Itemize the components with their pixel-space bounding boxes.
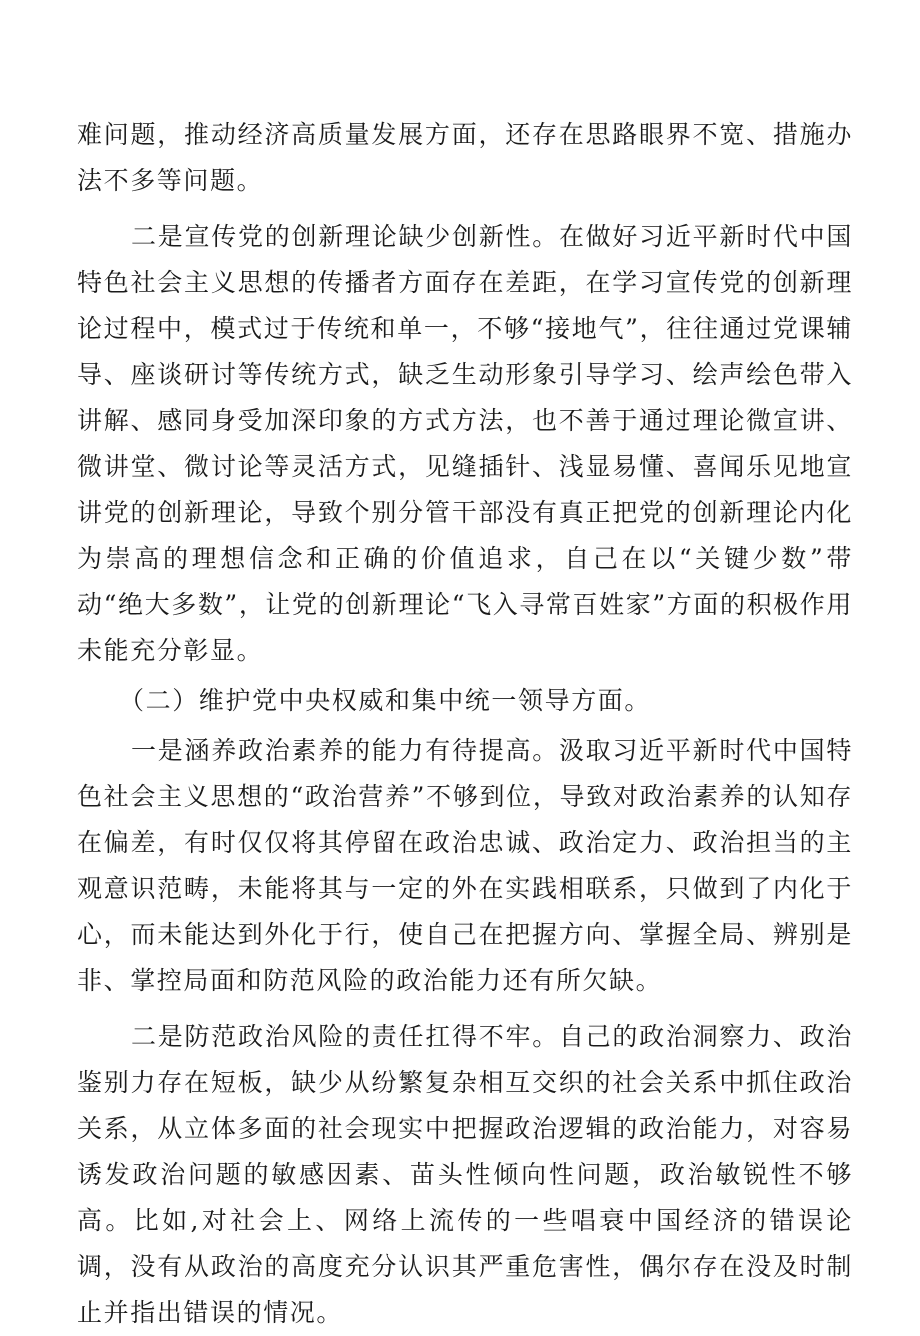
paragraph-political-risk: 二是防范政治风险的责任扛得不牢。自己的政治洞察力、政治鉴别力存在短板，缺少从纷繁复杂相互交织的社会关系中抓住政治关系，从立体多面的社会现实中把握政治逻辑的政治能力，对容易诱发政治问题的敏感因素、苗头性倾向性问题，政治敏锐性不够高。比如,对社会上、网络上流传的一些唱衰中国经济的错误论调，没有从政治的高度充分认识其严重危害性，偶尔存在没及时制止并指出错误的情况。: [77, 1022, 853, 1327]
paragraph-continued: 难问题，推动经济高质量发展方面，还存在思路眼界不宽、措施办法不多等问题。: [77, 120, 853, 195]
section-heading-2: （二）维护党中央权威和集中统一领导方面。: [119, 686, 652, 715]
paragraph-propaganda-innovation: 二是宣传党的创新理论缺少创新性。在做好习近平新时代中国特色社会主义思想的传播者方面存在差距，在学习宣传党的创新理论过程中，模式过于传统和单一，不够“接地气”，往往通过党课辅导、座谈研讨等传统方式，缺乏生动形象引导学习、绘声绘色带入讲解、感同身受加深印象的方式方法，也不善于通过理论微宣讲、微讲堂、微讨论等灵活方式，见缝插针、浅显易懂、喜闻乐见地宣讲党的创新理论，导致个别分管干部没有真正把党的创新理论内化为崇高的理想信念和正确的价值追求，自己在以“关键少数”带动“绝大多数”，让党的创新理论“飞入寻常百姓家”方面的积极作用未能充分彰显。: [77, 222, 853, 665]
document-body: [77, 110, 853, 1336]
paragraph-political-literacy: 一是涵养政治素养的能力有待提高。汲取习近平新时代中国特色社会主义思想的“政治营养”不够到位，导致对政治素养的认知存在偏差，有时仅仅将其停留在政治忠诚、政治定力、政治担当的主观意识范畴，未能将其与一定的外在实践相联系，只做到了内化于心，而未能达到外化于行，使自己在把握方向、掌握全局、辨别是非、掌控局面和防范风险的政治能力还有所欠缺。: [77, 736, 853, 995]
